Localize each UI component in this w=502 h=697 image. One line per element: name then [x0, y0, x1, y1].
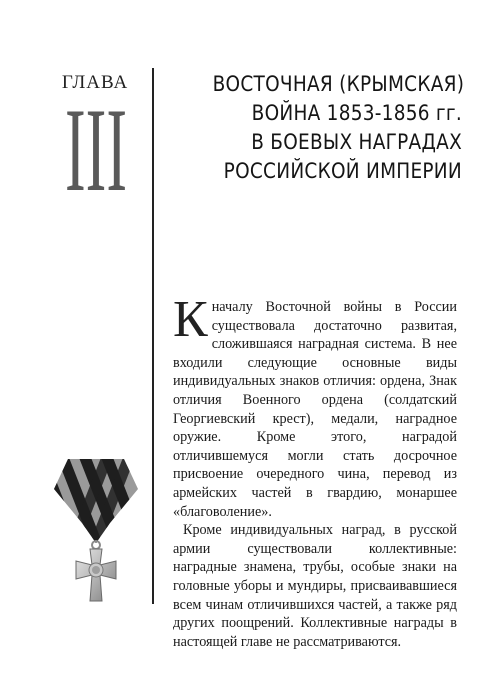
- st-george-cross-medal-image: [50, 455, 142, 605]
- vertical-divider: [152, 68, 154, 604]
- chapter-title: [212, 70, 465, 186]
- paragraph: [173, 291, 457, 521]
- title-line: ВОЙНА 1853-1856 гг.: [251, 101, 462, 126]
- cross: [76, 549, 116, 601]
- body-text: [173, 291, 457, 651]
- paragraph: Кроме индивидуальных наград, в русской армии существовали коллективные: наградные знамена, трубы, особые знаки на головные уборы и мундиры, присваивавшиеся всем чинам отличившихся частей, а также ряд других поощрений. Коллективные награды в настоящей главе не рассматриваются.: [173, 522, 457, 650]
- title-line: РОССИЙСКОЙ ИМПЕРИИ: [223, 159, 462, 184]
- drop-cap: К: [173, 291, 208, 348]
- paragraph-text: началу Восточной войны в России существовала достаточно развитая, сложившаяся наградная система. В нее входили следующие основные виды индивидуальных знаков отличия: ордена, Знак отличия Военного ордена (солдатский Георгиевский крест), медали, наградное оружие. Кроме этого, наградой отличившемуся могли стать досрочное присвоение очередного чина, перевод из армейских частей в гвардию, монаршее «благоволение».: [173, 299, 457, 520]
- title-line: В БОЕВЫХ НАГРАДАХ: [251, 130, 462, 155]
- chapter-numeral: III: [65, 98, 127, 193]
- ribbon: [50, 455, 142, 547]
- title-line: ВОСТОЧНАЯ (КРЫМСКАЯ): [212, 72, 465, 97]
- chapter-numeral-image: [62, 98, 130, 193]
- chapter-label: ГЛАВА: [61, 72, 129, 93]
